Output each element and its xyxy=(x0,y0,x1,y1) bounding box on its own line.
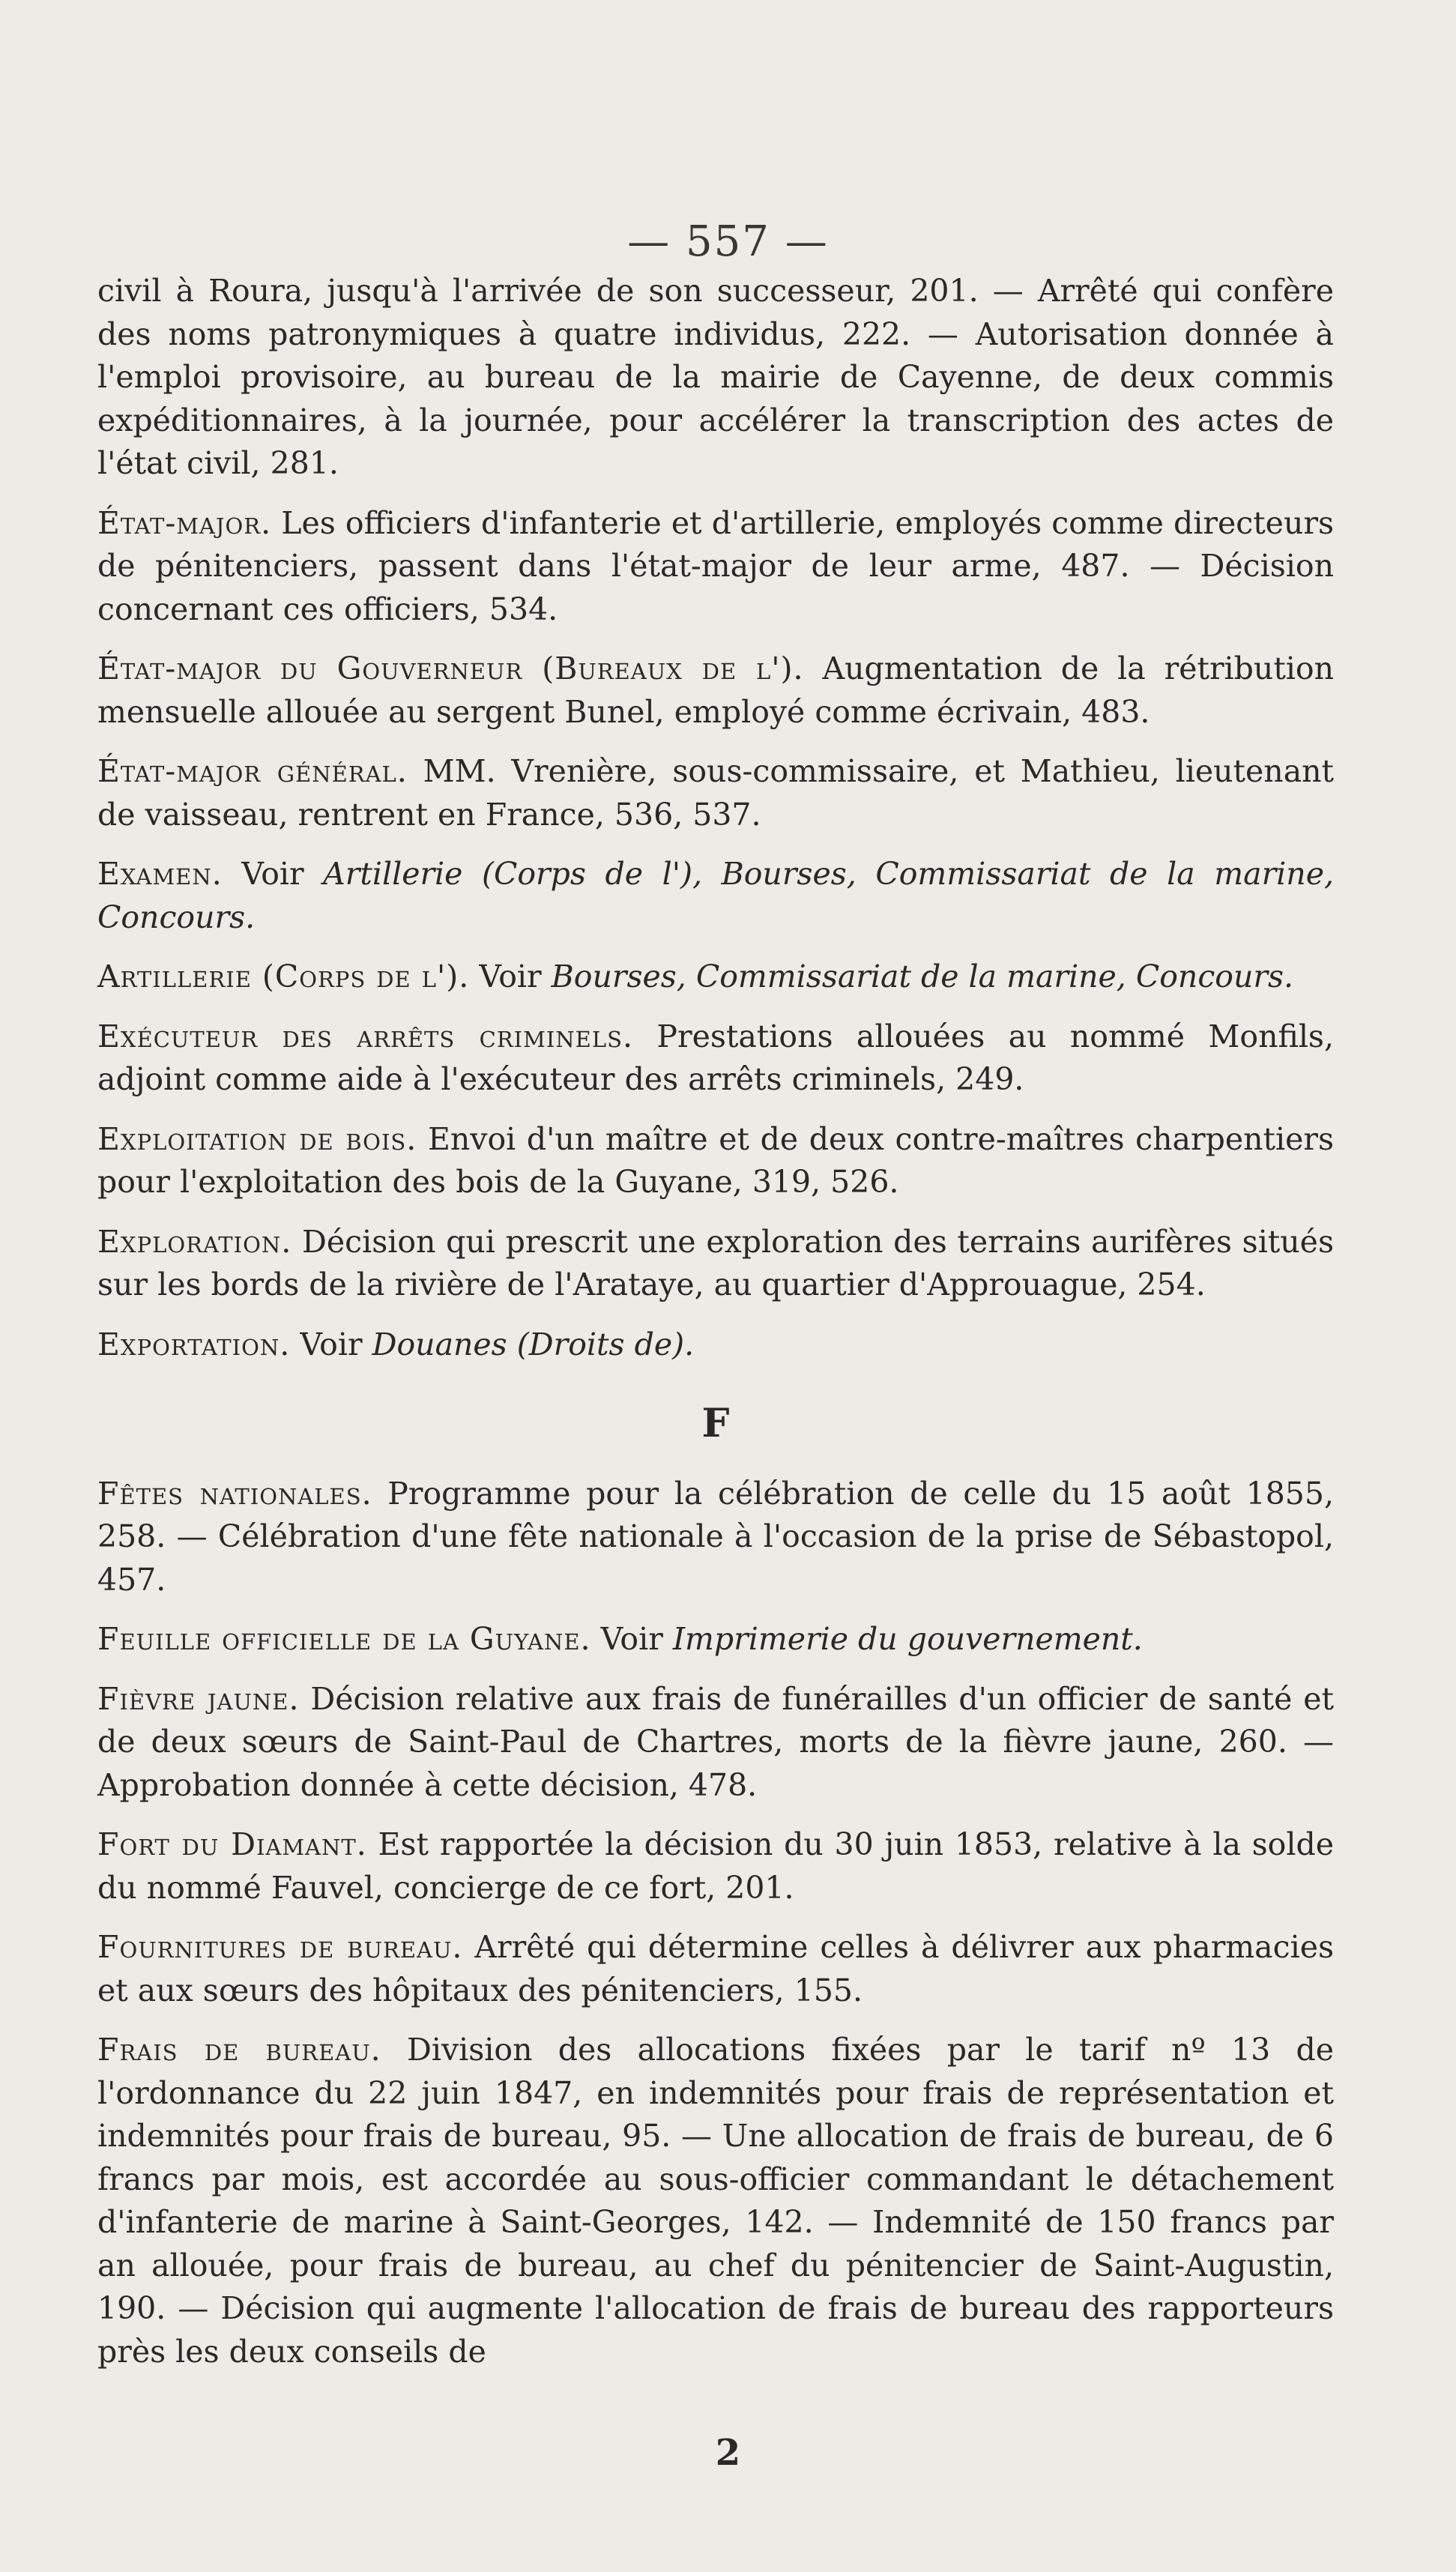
entry-text: Les officiers d'infanterie et d'artillerie, employés comme directeurs de pénitenciers, passent dans l'état-major de leur arme, 487. — Décision concernant ces officiers, 534. xyxy=(97,504,1334,627)
entry-text: Voir xyxy=(290,1326,372,1362)
entry-text: Voir xyxy=(590,1621,673,1657)
entry-text: Augmentation de la rétribution mensuelle allouée au sergent Bunel, employé comme écrivain, 483. xyxy=(97,650,1334,730)
entry-text: Décision relative aux frais de funérailles d'un officier de santé et de deux sœurs de Saint-Paul de Chartres, morts de la fièvre jaune, 260. — Approbation donnée à cette décision, 478. xyxy=(97,1680,1335,1803)
index-entry xyxy=(97,2029,1334,2373)
entry-text: Envoi d'un maître et de deux contre-maîtres charpentiers pour l'exploitation des bois de la Guyane, 319, 526. xyxy=(97,1120,1334,1200)
index-entry xyxy=(97,853,1334,939)
signature-mark: 2 xyxy=(715,2432,741,2474)
entries-f xyxy=(97,1473,1334,2374)
index-entry xyxy=(97,1221,1334,1307)
entry-reference: Imprimerie du gouvernement. xyxy=(672,1621,1143,1657)
index-entry xyxy=(97,1678,1334,1808)
entry-heading: État-major général. xyxy=(97,753,408,789)
entry-text: Voir xyxy=(469,959,552,994)
page-number: — 557 — xyxy=(627,217,829,266)
entry-text: Programme pour la célébration de celle du 15 août 1855, 258. — Célébration d'une fête nationale à l'occasion de la prise de Sébastopol, 457. xyxy=(97,1475,1335,1598)
index-entry xyxy=(97,1015,1334,1102)
entry-heading: État-major. xyxy=(97,504,272,541)
index-entry xyxy=(97,647,1334,734)
index-entry xyxy=(97,1618,1334,1661)
entry-heading: Fêtes nationales. xyxy=(97,1475,372,1512)
index-text xyxy=(97,270,1334,2390)
entry-heading: Frais de bureau. xyxy=(97,2032,381,2068)
index-entry xyxy=(97,502,1334,632)
index-entry xyxy=(97,750,1334,836)
entries-e xyxy=(97,502,1334,1367)
entry-heading: Exportation. xyxy=(97,1326,291,1362)
entry-heading: Fournitures de bureau. xyxy=(97,1929,463,1965)
entry-heading: Exploration. xyxy=(97,1223,292,1260)
entry-text: Est rapportée la décision du 30 juin 1853, relative à la solde du nommé Fauvel, concierge de ce fort, 201. xyxy=(97,1826,1334,1906)
entry-reference: Douanes (Droits de). xyxy=(372,1326,695,1362)
index-entry xyxy=(97,1926,1334,2012)
entry-heading: Feuille officielle de la Guyane. xyxy=(97,1621,591,1657)
entry-heading: État-major du Gouverneur (Bureaux de l'). xyxy=(97,650,804,686)
entry-heading: Examen. xyxy=(97,856,223,892)
entry-reference: Artillerie (Corps de l'), Bourses, Commissariat de la marine, Concours. xyxy=(97,856,1334,935)
entry-text: Décision qui prescrit une exploration des terrains aurifères situés sur les bords de la rivière de l'Arataye, au quartier d'Approuague, 254. xyxy=(97,1223,1334,1302)
entry-text: Division des allocations fixées par le tarif nº 13 de l'ordonnance du 22 juin 1847, en indemnités pour frais de représentation et indemnités pour frais de bureau, 95. — Une allocation de frais de bureau, de 6 francs par mois, est accordée au sous-officier commandant le détachement d'infanterie de marine à Saint-Georges, 142. — Indemnité de 150 francs par an allouée, pour frais de bureau, au chef du pénitencier de Saint-Augustin, 190. — Décision qui augmente l'allocation de frais de bureau des rapporteurs près les deux conseils de xyxy=(97,2032,1334,2370)
entry-text: Voir xyxy=(222,856,324,892)
index-entry xyxy=(97,1323,1334,1367)
entry-text: Prestations allouées au nommé Monfils, adjoint comme aide à l'exécuteur des arrêts criminels, 249. xyxy=(97,1018,1335,1097)
entry-reference: Bourses, Commissariat de la marine, Concours. xyxy=(551,959,1294,994)
index-entry xyxy=(97,1823,1334,1910)
entry-text: Arrêté qui détermine celles à délivrer aux pharmacies et aux sœurs des hôpitaux des pénitenciers, 155. xyxy=(97,1929,1335,2008)
entry-text: MM. Vrenière, sous-commissaire, et Mathieu, lieutenant de vaisseau, rentrent en France, 536, 537. xyxy=(97,753,1335,833)
entry-heading: Exploitation de bois. xyxy=(97,1120,417,1157)
continuation-paragraph: civil à Roura, jusqu'à l'arrivée de son successeur, 201. — Arrêté qui confère des noms patronymiques à quatre individus, 222. — Autorisation donnée à l'emploi provisoire, au bureau de la mairie de Cayenne, de deux commis expéditionnaires, à la journée, pour accélérer la transcription des actes de l'état civil, 281. xyxy=(97,273,1334,481)
index-entry xyxy=(97,1473,1334,1602)
entry-heading: Fort du Diamant. xyxy=(97,1826,367,1862)
index-entry xyxy=(97,1118,1334,1204)
entry-heading: Artillerie (Corps de l'). xyxy=(97,959,470,994)
section-letter: F xyxy=(701,1401,730,1446)
entry-heading: Exécuteur des arrêts criminels. xyxy=(97,1018,633,1054)
entry-heading: Fièvre jaune. xyxy=(97,1680,300,1717)
index-entry xyxy=(97,956,1334,999)
